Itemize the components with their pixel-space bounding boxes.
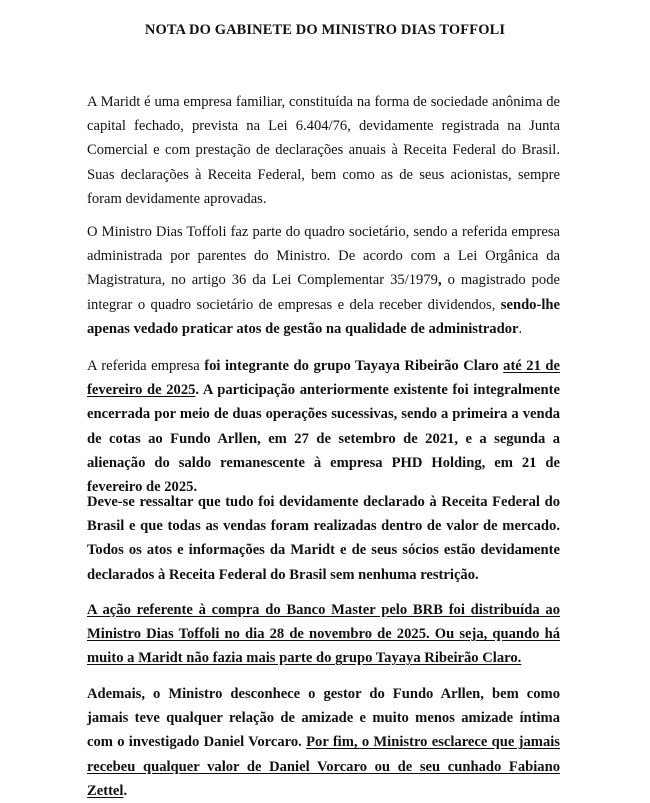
paragraph-3-text-a: A referida empresa (87, 358, 205, 374)
paragraph-4-text: Deve-se ressaltar que tudo foi devidamente declarado à Receita Federal do Brasil e que todas as vendas foram realizadas dentro de valor de mercado. Todos os atos e informações da Maridt e de seus sócios estão devidamente declarados à Receita Federal do Brasil sem nenhuma restrição. (87, 494, 560, 583)
paragraph-2-text-c: o magistrado pode integrar o quadro societário de empresas e dela receber dividendos, (87, 272, 560, 313)
paragraph-tayaya-group (87, 354, 560, 499)
paragraph-tax-declaration (87, 490, 560, 587)
paragraph-2-restriction-bold: sendo-lhe apenas vedado praticar atos de gestão na qualidade de administrador (87, 296, 560, 337)
paragraph-2-comma-bold: , (437, 272, 442, 289)
paragraph-closing-statement (87, 682, 560, 803)
paragraph-3-group-bold: foi integrante do grupo Tayaya Ribeirão Claro (204, 358, 504, 374)
paragraph-3-operations-bold: . A participação anteriormente existente foi integralmente encerrada por meio de duas operações sucessivas, sendo a primeira a venda de cotas ao Fundo Arllen, em 27 de setembro de 2021, e a segunda a alienação do saldo remanescente à empresa PHD Holding, em 21 de fevereiro de 2025. (87, 382, 560, 496)
paragraph-minister-shareholder (87, 220, 560, 341)
paragraph-5-text: A ação referente à compra do Banco Master pelo BRB foi distribuída ao Ministro Dias Toffoli no dia 28 de novembro de 2025. Ou seja, quando há muito a Maridt não fazia mais parte do grupo Tayaya Ribeirão Claro. (87, 602, 560, 667)
document-title: NOTA DO GABINETE DO MINISTRO DIAS TOFFOLI (144, 22, 506, 38)
paragraph-2-period: . (518, 320, 523, 337)
paragraph-maridt-company (87, 90, 560, 211)
paragraph-banco-master (87, 598, 560, 671)
paragraph-6-final-underlined: Por fim, o Ministro esclarece que jamais recebeu qualquer valor de Daniel Vorcaro ou de seu cunhado Fabiano Zettel (87, 734, 560, 799)
paragraph-2-text-a: O Ministro Dias Toffoli faz parte do quadro societário, sendo a referida empresa administrada por parentes do Ministro. De acordo com a Lei Orgânica da Magistratura, no artigo 36 da Lei Complementar 35/1979 (87, 224, 560, 289)
paragraph-1-text: A Maridt é uma empresa familiar, constituída na forma de sociedade anônima de capital fechado, prevista na Lei 6.404/76, devidamente registrada na Junta Comercial e com prestação de declarações anuais à Receita Federal do Brasil. Suas declarações à Receita Federal, bem como as de seus acionistas, sempre foram devidamente aprovadas. (87, 94, 560, 207)
paragraph-6-period: . (123, 782, 128, 799)
paragraph-3-date-underlined: até 21 de fevereiro de 2025 (87, 358, 560, 399)
paragraph-6-text-a: Ademais, o Ministro desconhece o gestor do Fundo Arllen, bem como jamais teve qualquer relação de amizade e muito menos amizade íntima com o investigado Daniel Vorcaro. (87, 686, 560, 751)
